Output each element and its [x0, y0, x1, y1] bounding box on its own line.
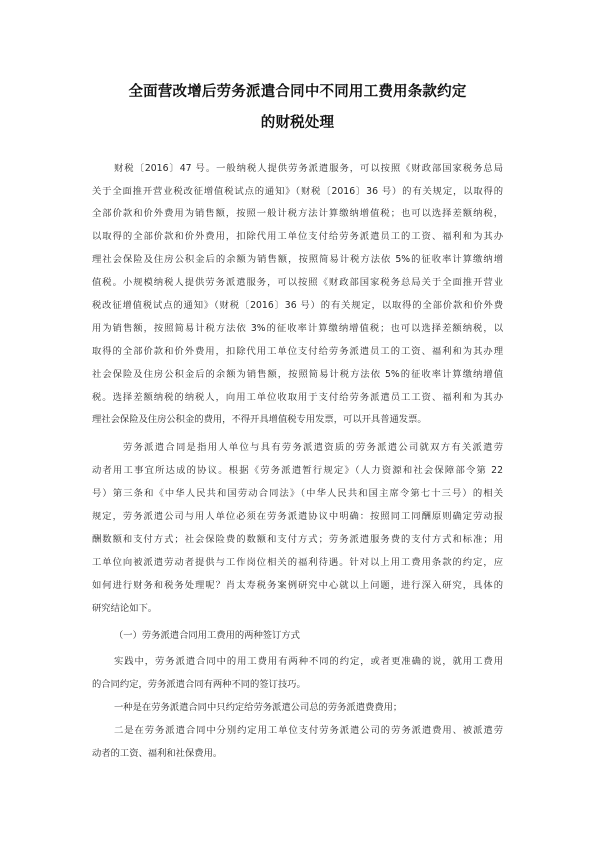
- body-line: 动者的工资、福利和社保费用。: [92, 748, 223, 759]
- body-line: 全部价款和价外费用为销售额，按照一般计税方法计算缴纳增值税；也可以选择差额纳税，: [92, 208, 503, 219]
- body-line: 二是在劳务派遣合同中分别约定用工单位支付劳务派遣公司的劳务派遣费用、被派遣劳: [114, 725, 503, 736]
- section-heading: （一）劳务派遣合同用工费用的两种签订方式: [114, 630, 300, 641]
- body-line: 一种是在劳务派遣合同中只约定给劳务派遣公司总的劳务派遣费费用；: [114, 702, 403, 713]
- body-line: 税改征增值税试点的通知》（财税〔2016〕36 号）的有关规定，以取得的全部价款和价外费: [92, 300, 503, 311]
- body-line: 财税〔2016〕47 号。一般纳税人提供劳务派遣服务，可以按照《财政部国家税务总局: [114, 163, 503, 174]
- body-line: 社会保险及住房公积金后的余额为销售额，按照简易计税方法依 5%的征收率计算缴纳增值: [92, 369, 503, 380]
- document-title-line-2: 的财税处理: [260, 115, 335, 131]
- body-line: 用为销售额，按照简易计税方法依 3%的征收率计算缴纳增值税；也可以选择差额纳税，以: [92, 323, 503, 334]
- body-line: 研究结论如下。: [92, 603, 158, 614]
- body-line: 关于全面推开营业税改征增值税试点的通知》（财税〔2016〕36 号）的有关规定，以取得的: [92, 186, 503, 197]
- body-line: 以取得的全部价款和价外费用，扣除代用工单位支付给劳务派遣员工的工资、福利和为其办: [92, 231, 503, 242]
- body-line: 实践中，劳务派遣合同中的用工费用有两种不同的约定，或者更准确的说，就用工费用: [114, 656, 503, 667]
- body-line: 动者用工事宜所达成的协议。根据《劳务派遣暂行规定》（人力资源和社会保障部令第 22: [92, 465, 503, 476]
- document-title-line-1: 全面营改增后劳务派遣合同中不同用工费用条款约定: [128, 84, 467, 100]
- body-line: 值税。小规模纳税人提供劳务派遣服务，可以按照《财政部国家税务总局关于全面推开营业: [92, 277, 503, 288]
- body-line: 理社会保险及住房公积金的费用，不得开具增值税专用发票，可以开具普通发票。: [92, 414, 427, 425]
- body-line: 取得的全部价款和价外费用，扣除代用工单位支付给劳务派遣员工的工资、福利和为其办理: [92, 346, 503, 357]
- body-line: 的合同约定，劳务派遣合同有两种不同的签订技巧。: [92, 679, 306, 690]
- body-line: 规定，劳务派遣公司与用人单位必须在劳务派遣协议中明确：按照同工同酬原则确定劳动报: [92, 511, 503, 522]
- body-line: 酬数额和支付方式；社会保险费的数额和支付方式；劳务派遣服务费的支付方式和标准；用: [92, 534, 503, 545]
- body-line: 如何进行财务和税务处理呢？肖太寿税务案例研究中心就以上问题，进行深入研究，具体的: [92, 580, 503, 591]
- body-line: 号）第三条和《中华人民共和国劳动合同法》（中华人民共和国主席令第七十三号）的相关: [92, 488, 503, 499]
- body-line: 工单位向被派遣劳动者提供与工作岗位相关的福利待遇。针对以上用工费用条款的约定，应: [92, 557, 503, 568]
- body-line: 税。选择差额纳税的纳税人，向用工单位收取用于支付给劳务派遣员工工资、福利和为其办: [92, 392, 503, 403]
- body-line: 劳务派遣合同是指用人单位与具有劳务派遣资质的劳务派遣公司就双方有关派遣劳: [123, 442, 503, 453]
- body-line: 理社会保险及住房公积金后的余额为销售额，按照简易计税方法依 5%的征收率计算缴纳增: [92, 254, 503, 265]
